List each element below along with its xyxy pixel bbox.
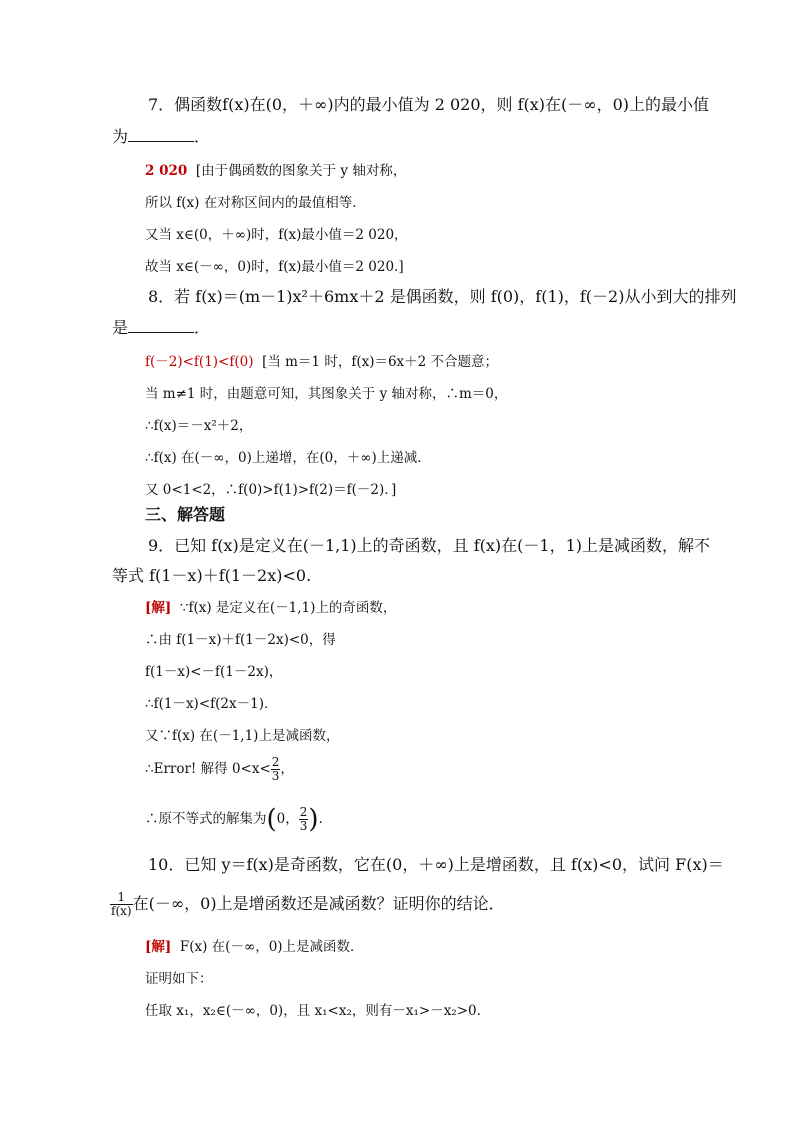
q9-sol1: ∵f(x) 是定义在(－1,1)上的奇函数， (179, 600, 397, 616)
q7-line1: 7．偶函数f(x)在(0，＋∞)内的最小值为 2 020，则 f(x)在(－∞，0)上的最小值 (148, 95, 710, 114)
q9-sol3: f(1－x)<－f(1－2x)， (145, 664, 283, 680)
q8-line2-suffix: ． (194, 318, 211, 337)
q10-line1: 10．已知 y＝f(x)是奇函数，它在(0，＋∞)上是增函数，且 f(x)<0，试问 F(x)＝ (148, 855, 724, 874)
q10-frac-num: 1 (110, 891, 133, 905)
q9-sol7-a: 0， (276, 811, 299, 827)
q9-sol6 (145, 752, 294, 786)
q9-sol7-den: 3 (299, 819, 308, 833)
q8-line2-prefix: 是 (112, 318, 129, 337)
q9-sol6-den: 3 (271, 769, 280, 783)
q9-sol6-num: 2 (271, 755, 280, 769)
q9-line2: 等式 f(1－x)＋f(1－2x)<0. (112, 566, 312, 585)
q9-line1: 9．已知 f(x)是定义在(－1,1)上的奇函数，且 f(x)在(－1，1)上是减函数，解不 (148, 536, 710, 555)
q10-tag: [解] (145, 939, 172, 955)
q8-answer: f(－2)<f(1)<f(0) (145, 354, 254, 370)
q10-sol1: F(x) 在(－∞，0)上是减函数． (179, 939, 364, 955)
q8-sol4: ∴f(x) 在(－∞，0)上递增，在(0，＋∞)上递减． (145, 450, 431, 466)
q8-line2 (112, 318, 210, 338)
q7-line2-suffix: ． (194, 127, 211, 146)
q10-line2 (110, 884, 505, 924)
q8-sol5: 又 0<1<2，∴f(0)>f(1)>f(2)＝f(－2)．] (145, 482, 397, 498)
q8-sol2: 当 m≠1 时，由题意可知，其图象关于 y 轴对称，∴m＝0， (145, 386, 508, 402)
q9-left-paren: ( (266, 804, 277, 835)
q10-sol3: 任取 x₁，x₂∈(－∞，0)，且 x₁<x₂，则有－x₁>－x₂>0. (145, 1003, 481, 1019)
q8-answer-blank[interactable] (128, 318, 194, 333)
q7-line2-prefix: 为 (112, 127, 129, 146)
q9-sol7-fraction (299, 806, 309, 833)
q9-sol6-prefix: ∴Error! 解得 0<x< (145, 761, 271, 777)
q9-sol7 (145, 802, 323, 836)
q7-answer-blank[interactable] (128, 127, 194, 142)
q9-sol6-suffix: ， (280, 761, 294, 777)
q8-sol1: [当 m＝1 时，f(x)＝6x＋2 不合题意； (262, 354, 499, 370)
q7-line2 (112, 127, 210, 147)
q9-sol7-suffix: . (318, 811, 323, 827)
q9-right-paren: ) (308, 804, 319, 835)
q9-solution-line1 (145, 598, 396, 618)
q8-line1: 8．若 f(x)＝(m－1)x²＋6mx＋2 是偶函数，则 f(0)，f(1)，f(－2)从小到大的排列 (148, 287, 737, 306)
section-title: 三、解答题 (145, 505, 226, 524)
q7-sol3: 又当 x∈(0，＋∞)时，f(x)最小值＝2 020， (145, 227, 408, 243)
q9-sol5: 又∵f(x) 在(－1,1)上是减函数， (145, 728, 340, 744)
q9-sol4: ∴f(1－x)<f(2x－1)． (145, 696, 278, 712)
q9-sol2: ∴由 f(1－x)＋f(1－2x)<0，得 (145, 632, 336, 648)
q9-sol6-fraction (271, 756, 281, 783)
q10-line2-text: 在(－∞，0)上是增函数还是减函数？证明你的结论． (132, 894, 505, 913)
q10-frac-den: f(x) (111, 904, 132, 918)
q7-sol2: 所以 f(x) 在对称区间内的最值相等． (145, 195, 366, 211)
q10-fraction (110, 891, 133, 918)
q9-sol7-prefix: ∴原不等式的解集为 (145, 811, 267, 827)
q9-tag: [解] (145, 600, 172, 616)
q9-sol7-num: 2 (299, 805, 308, 819)
q7-answer: 2 020 (145, 163, 188, 179)
q8-sol3: ∴f(x)＝－x²＋2， (145, 418, 253, 434)
q10-solution-line1 (145, 937, 364, 957)
q7-solution-line1 (145, 161, 406, 181)
q10-sol2: 证明如下： (145, 971, 213, 987)
q7-sol1: [由于偶函数的图象关于 y 轴对称， (195, 163, 407, 179)
q8-solution-line1 (145, 352, 498, 372)
q7-sol4: 故当 x∈(－∞，0)时，f(x)最小值＝2 020.] (145, 259, 404, 275)
